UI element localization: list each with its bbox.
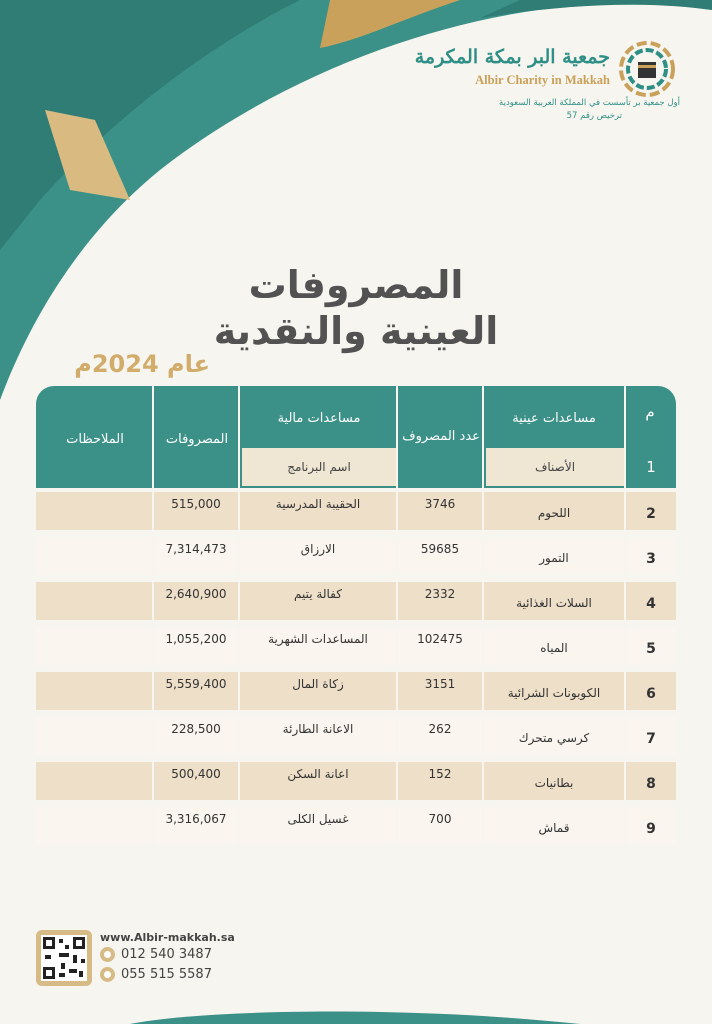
table-row — [36, 762, 676, 800]
cell-program-text: زكاة المال — [292, 677, 344, 691]
cell-expense-text: 228,500 — [171, 722, 221, 736]
cell-program — [240, 627, 396, 665]
cell-index-text: 5 — [646, 641, 656, 657]
cell-item-text: بطانيات — [534, 776, 574, 790]
cell-expense — [154, 672, 238, 710]
cell-program — [240, 717, 396, 755]
cell-item-text: المياه — [540, 641, 568, 655]
cell-count-text: 3151 — [424, 677, 456, 691]
cell-program — [240, 807, 396, 845]
cell-index — [626, 672, 676, 710]
table-row — [36, 717, 676, 755]
cell-program — [240, 582, 396, 620]
cell-note — [36, 627, 152, 665]
cell-item — [484, 537, 624, 575]
cell-expense-text: 7,314,473 — [165, 542, 227, 556]
cell-expense-text: 5,559,400 — [165, 677, 227, 691]
cell-index-text: 3 — [646, 551, 656, 567]
header-count: عدد المصروف — [402, 428, 480, 444]
cell-note — [36, 762, 152, 800]
cell-item — [484, 762, 624, 800]
cell-index-text: 4 — [646, 596, 656, 612]
cell-item — [484, 492, 624, 530]
cell-program — [240, 492, 396, 530]
cell-item-text: اللحوم — [537, 506, 571, 520]
cell-program-text: الاعانة الطارئة — [282, 722, 354, 736]
table-row — [36, 492, 676, 530]
table-row — [36, 582, 676, 620]
table-row — [36, 627, 676, 665]
cell-expense — [154, 807, 238, 845]
page-title — [150, 262, 562, 354]
cell-count-text: 700 — [428, 812, 452, 826]
header-in-kind-aid: مساعدات عينية — [512, 410, 596, 426]
expenses-table — [36, 386, 676, 846]
phone-1: 012 540 3487 — [121, 947, 212, 962]
cell-note — [36, 672, 152, 710]
cell-item-text: الكوبونات الشرائية — [507, 686, 601, 700]
cell-program-text: الارزاق — [300, 542, 336, 556]
title-line-2: العينية والنقدية — [213, 309, 499, 353]
table-row — [36, 672, 676, 710]
header-expenses: المصروفات — [165, 431, 229, 447]
cell-index — [626, 762, 676, 800]
phone-icon — [100, 947, 115, 962]
subheader-index: 1 — [646, 458, 656, 476]
cell-count-text: 3746 — [424, 497, 456, 511]
cell-index — [626, 807, 676, 845]
cell-index — [626, 582, 676, 620]
cell-program — [240, 762, 396, 800]
qr-icon — [41, 935, 87, 981]
cell-note — [36, 807, 152, 845]
phone-line-2[interactable] — [100, 967, 212, 982]
divider — [396, 386, 398, 488]
cell-note — [36, 537, 152, 575]
cell-item-text: كرسي متحرك — [518, 731, 590, 745]
cell-count-text: 59685 — [420, 542, 460, 556]
logo-license: ترخيص رقم 57 — [566, 111, 622, 121]
kaaba-emblem-icon — [618, 40, 676, 98]
cell-expense — [154, 627, 238, 665]
table-row — [36, 537, 676, 575]
cell-expense-text: 500,400 — [171, 767, 221, 781]
cell-item — [484, 807, 624, 845]
qr-code[interactable] — [36, 930, 92, 986]
subheader-program-name: اسم البرنامج — [242, 448, 396, 486]
divider — [482, 386, 484, 488]
title-line-1: المصروفات — [248, 263, 464, 307]
cell-count — [398, 627, 482, 665]
mobile-icon — [100, 967, 115, 982]
header-index: م — [645, 402, 655, 421]
phone-line-1[interactable] — [100, 947, 212, 962]
cell-note — [36, 582, 152, 620]
cell-index — [626, 537, 676, 575]
cell-item — [484, 672, 624, 710]
logo-arabic-name: جمعية البر بمكة المكرمة — [414, 46, 610, 68]
website-link[interactable]: www.Albir-makkah.sa — [100, 931, 235, 944]
organization-logo — [414, 40, 680, 126]
header-financial-aid: مساعدات مالية — [277, 410, 361, 426]
cell-index — [626, 627, 676, 665]
divider — [152, 386, 154, 488]
cell-count — [398, 582, 482, 620]
cell-program — [240, 537, 396, 575]
cell-item — [484, 582, 624, 620]
cell-program — [240, 672, 396, 710]
cell-program-text: اعانة السكن — [287, 767, 349, 781]
cell-count-text: 2332 — [424, 587, 456, 601]
logo-tagline: أول جمعية بر تأسست في المملكة العربية السعودية — [499, 98, 680, 108]
cell-count — [398, 762, 482, 800]
cell-item-text: التمور — [539, 551, 569, 565]
cell-program-text: المساعدات الشهرية — [268, 632, 368, 646]
cell-item — [484, 717, 624, 755]
cell-program-text: غسيل الكلى — [287, 812, 349, 826]
cell-item-text: قماش — [538, 821, 570, 835]
cell-index-text: 7 — [646, 731, 656, 747]
cell-note — [36, 492, 152, 530]
cell-index-text: 6 — [646, 686, 656, 702]
cell-expense — [154, 582, 238, 620]
cell-item-text: السلات الغذائية — [516, 596, 592, 610]
cell-count — [398, 717, 482, 755]
cell-count — [398, 807, 482, 845]
cell-index-text: 9 — [646, 821, 656, 837]
cell-count — [398, 492, 482, 530]
logo-english-name: Albir Charity in Makkah — [475, 73, 610, 87]
cell-expense — [154, 537, 238, 575]
cell-count-text: 262 — [428, 722, 452, 736]
subheader-categories: الأصناف — [486, 448, 624, 486]
year-label: عام 2024م — [74, 350, 210, 378]
cell-expense — [154, 762, 238, 800]
cell-item — [484, 627, 624, 665]
phone-2: 055 515 5587 — [121, 967, 212, 982]
cell-count — [398, 672, 482, 710]
cell-program-text: كفالة يتيم — [294, 587, 342, 601]
cell-program-text: الحقيبة المدرسية — [275, 497, 361, 511]
table-row — [36, 807, 676, 845]
divider — [624, 386, 626, 488]
cell-index-text: 8 — [646, 776, 656, 792]
divider — [238, 386, 240, 488]
cell-count-text: 102475 — [417, 632, 463, 646]
cell-count-text: 152 — [428, 767, 452, 781]
cell-expense-text: 3,316,067 — [165, 812, 227, 826]
cell-index-text: 2 — [646, 506, 656, 522]
cell-expense-text: 2,640,900 — [165, 587, 227, 601]
qr-code-pattern — [41, 935, 87, 981]
cell-index — [626, 492, 676, 530]
header-notes: الملاحظات — [66, 431, 124, 447]
cell-count — [398, 537, 482, 575]
cell-expense — [154, 717, 238, 755]
cell-expense — [154, 492, 238, 530]
cell-expense-text: 1,055,200 — [165, 632, 227, 646]
cell-expense-text: 515,000 — [171, 497, 221, 511]
cell-index — [626, 717, 676, 755]
cell-note — [36, 717, 152, 755]
